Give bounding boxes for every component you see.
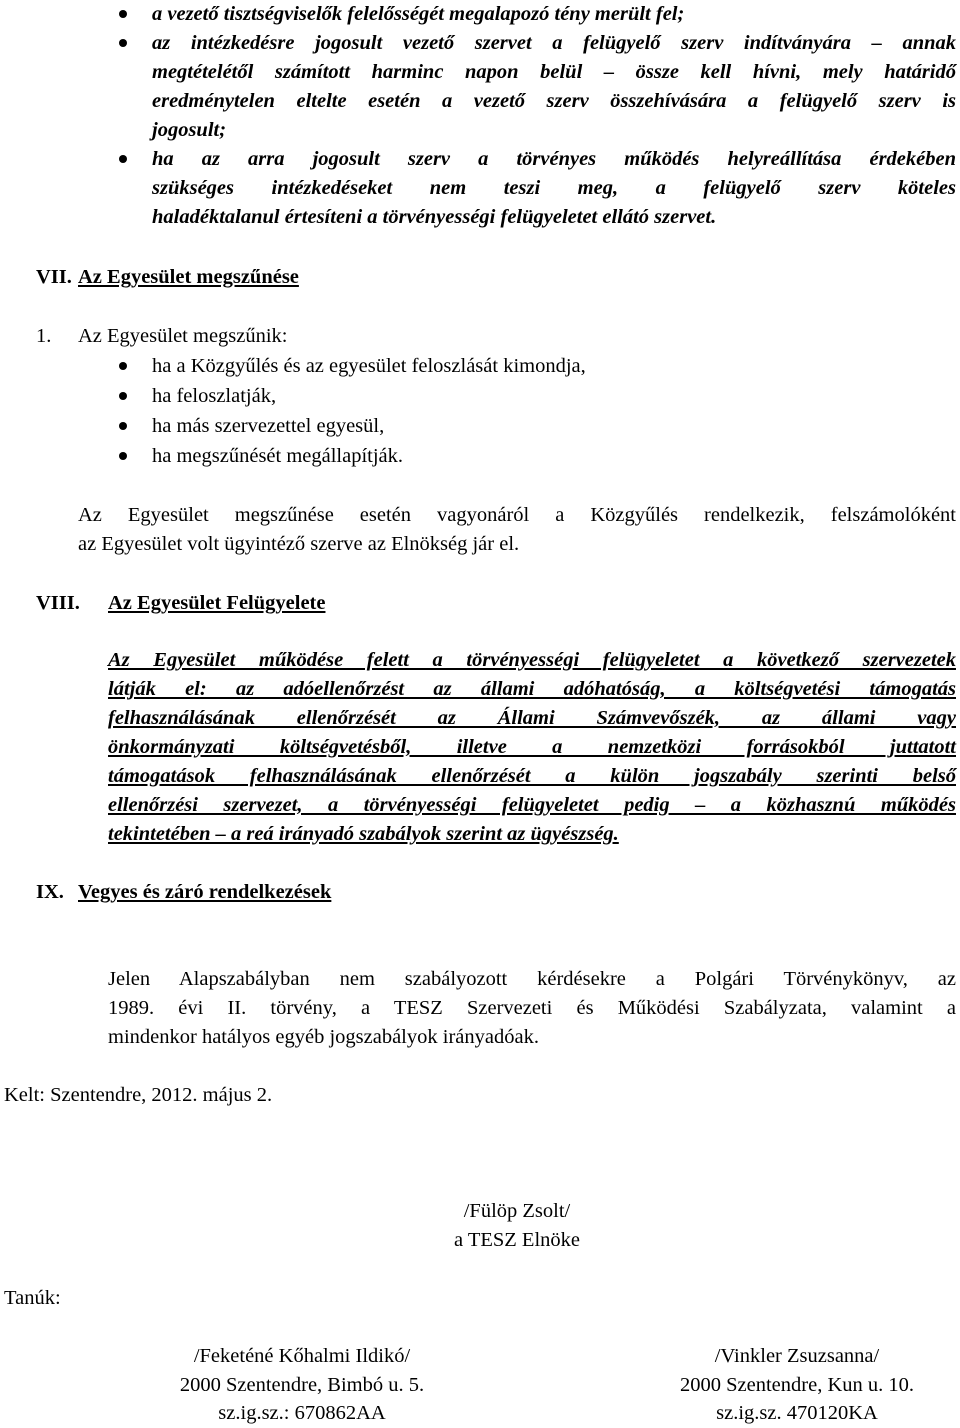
bullet-icon [119,10,127,18]
paragraph-line: tekintetében – a reá irányadó szabályok szerint az ügyészség. [108,823,619,845]
paragraph-line: felhasználásának ellenőrzését az Állami Számvevőszék, az állami vagy [108,707,956,729]
item-number: 1. [36,325,52,347]
list-item-continuation: megtételétől számított harminc napon belül – össze kell hívni, mely határidő [152,61,956,83]
bullet-icon [119,362,127,370]
paragraph-line: 1989. évi II. törvény, a TESZ Szervezeti és Működési Szabályzata, valamint a [108,997,956,1019]
list-item-continuation: eredménytelen eltelte esetén a vezető szerv összehívására a felügyelő szerv is [152,90,956,112]
signer-role: a TESZ Elnöke [453,1229,580,1251]
paragraph: Az Egyesület megszűnése esetén vagyonáról a Közgyűlés rendelkezik, felszámolóként [78,504,956,526]
paragraph-line: Jelen Alapszabályban nem szabályozott kérdésekre a Polgári Törvénykönyv, az [108,968,956,990]
section-title: Az Egyesület megszűnése [78,266,299,288]
signer-name: /Fülöp Zsolt/ [463,1200,571,1222]
list-item: ha a Közgyűlés és az egyesület feloszlását kimondja, [152,355,586,377]
bullet-icon [119,422,127,430]
item-text: Az Egyesület megszűnik: [78,325,288,347]
witness-id: sz.ig.sz. 470120KA [716,1402,878,1424]
date-place-line: Kelt: Szentendre, 2012. május 2. [4,1084,273,1106]
list-item-continuation: haladéktalanul értesíteni a törvényességi felügyeletet ellátó szervet. [152,206,717,228]
list-item: ha megszűnését megállapítják. [152,445,404,467]
list-item: a vezető tisztségviselők felelősségét megalapozó tény merült fel; [152,3,685,25]
section-title: Az Egyesület Felügyelete [108,592,326,614]
witness-name: /Vinkler Zsuzsanna/ [714,1345,880,1367]
section-number: VIII. [36,592,80,614]
bullet-icon [119,392,127,400]
paragraph-line: látják el: az adóellenőrzést az állami adóhatóság, a költségvetési támogatás [108,678,956,700]
paragraph-line: támogatások felhasználásának ellenőrzését a külön jogszabály szerinti belső [108,765,956,787]
witness-address: 2000 Szentendre, Kun u. 10. [680,1374,914,1396]
list-item: ha az arra jogosult szerv a törvényes működés helyreállítása érdekében [152,148,956,170]
witness-id: sz.ig.sz.: 670862AA [218,1402,386,1424]
list-item-continuation: szükséges intézkedéseket nem teszi meg, a felügyelő szerv köteles [152,177,956,199]
bullet-icon [119,452,127,460]
witness-name: /Feketéné Kőhalmi Ildikó/ [193,1345,411,1367]
paragraph-line: Az Egyesület működése felett a törvényességi felügyeletet a következő szervezetek [108,649,956,671]
list-item: ha más szervezettel egyesül, [152,415,385,437]
section-number: IX. [36,881,64,903]
list-item: az intézkedésre jogosult vezető szervet a felügyelő szerv indítványára – annak [152,32,956,54]
bullet-icon [119,155,127,163]
section-title: Vegyes és záró rendelkezések [78,881,332,903]
paragraph-continuation: az Egyesület volt ügyintéző szerve az Elnökség jár el. [78,533,520,555]
list-item: ha feloszlatják, [152,385,277,407]
paragraph-line: ellenőrzési szervezet, a törvényességi felügyeletet pedig – a közhasznú működés [108,794,956,816]
paragraph-line: mindenkor hatályos egyéb jogszabályok irányadóak. [108,1026,539,1048]
list-item-continuation: jogosult; [152,119,227,141]
bullet-icon [119,39,127,47]
section-number: VII. [36,266,72,288]
paragraph-line: önkormányzati költségvetésből, illetve a nemzetközi forrásokból juttatott [108,736,956,758]
witnesses-label: Tanúk: [4,1287,61,1309]
witness-address: 2000 Szentendre, Bimbó u. 5. [179,1374,425,1396]
